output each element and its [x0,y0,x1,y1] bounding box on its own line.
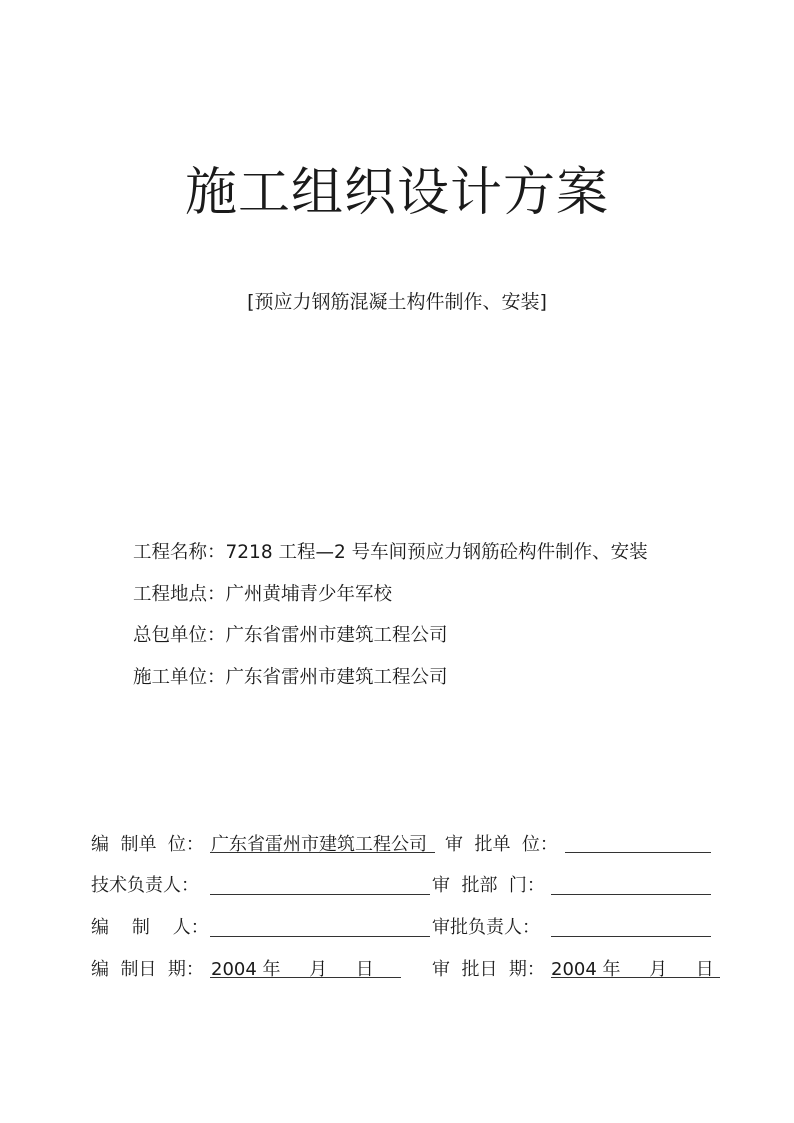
compile-date-underline [210,977,401,978]
approval-unit-underline [565,852,711,853]
approval-lead-underline [551,936,711,937]
compile-date-label: 编 制日 期： [91,959,204,980]
document-title: 施工组织设计方案 [184,163,609,223]
info-label: 工程名称： [133,542,226,563]
info-project-location [133,580,392,606]
approval-unit-label: 审 批单 位： [445,834,558,855]
technical-lead-underline [210,894,430,895]
info-value: 广东省雷州市建筑工程公司 [225,667,448,688]
approval-date-label: 审 批日 期： [432,959,545,980]
document-subtitle: [预应力钢筋混凝土构件制作、安装] [247,291,547,313]
approval-date-value: 2004 年 月 日 [551,959,714,980]
approval-department-underline [551,894,711,895]
info-value: 广东省雷州市建筑工程公司 [225,625,448,646]
compiler-label: 编 制 人： [91,917,209,938]
compiling-unit-value: 广东省雷州市建筑工程公司 [211,834,427,855]
info-construction-unit [133,663,448,689]
approval-department-label: 审 批部 门： [432,875,545,896]
approval-lead-label: 审批负责人： [432,917,540,938]
info-label: 总包单位： [133,625,226,646]
compiling-unit-underline [210,852,435,853]
info-project-name [133,538,648,564]
info-label: 施工单位： [133,667,226,688]
info-label: 工程地点： [133,584,226,605]
compiler-underline [210,936,430,937]
info-value: 广州黄埔青少年军校 [225,584,393,605]
approval-date-underline [551,977,720,978]
info-general-contractor [133,621,448,647]
compiling-unit-label: 编 制单 位： [91,834,204,855]
info-value: 7218 工程—2 号车间预应力钢筋砼构件制作、安装 [225,542,648,563]
technical-lead-label: 技术负责人： [91,875,199,896]
compile-date-value: 2004 年 月 日 [211,959,374,980]
